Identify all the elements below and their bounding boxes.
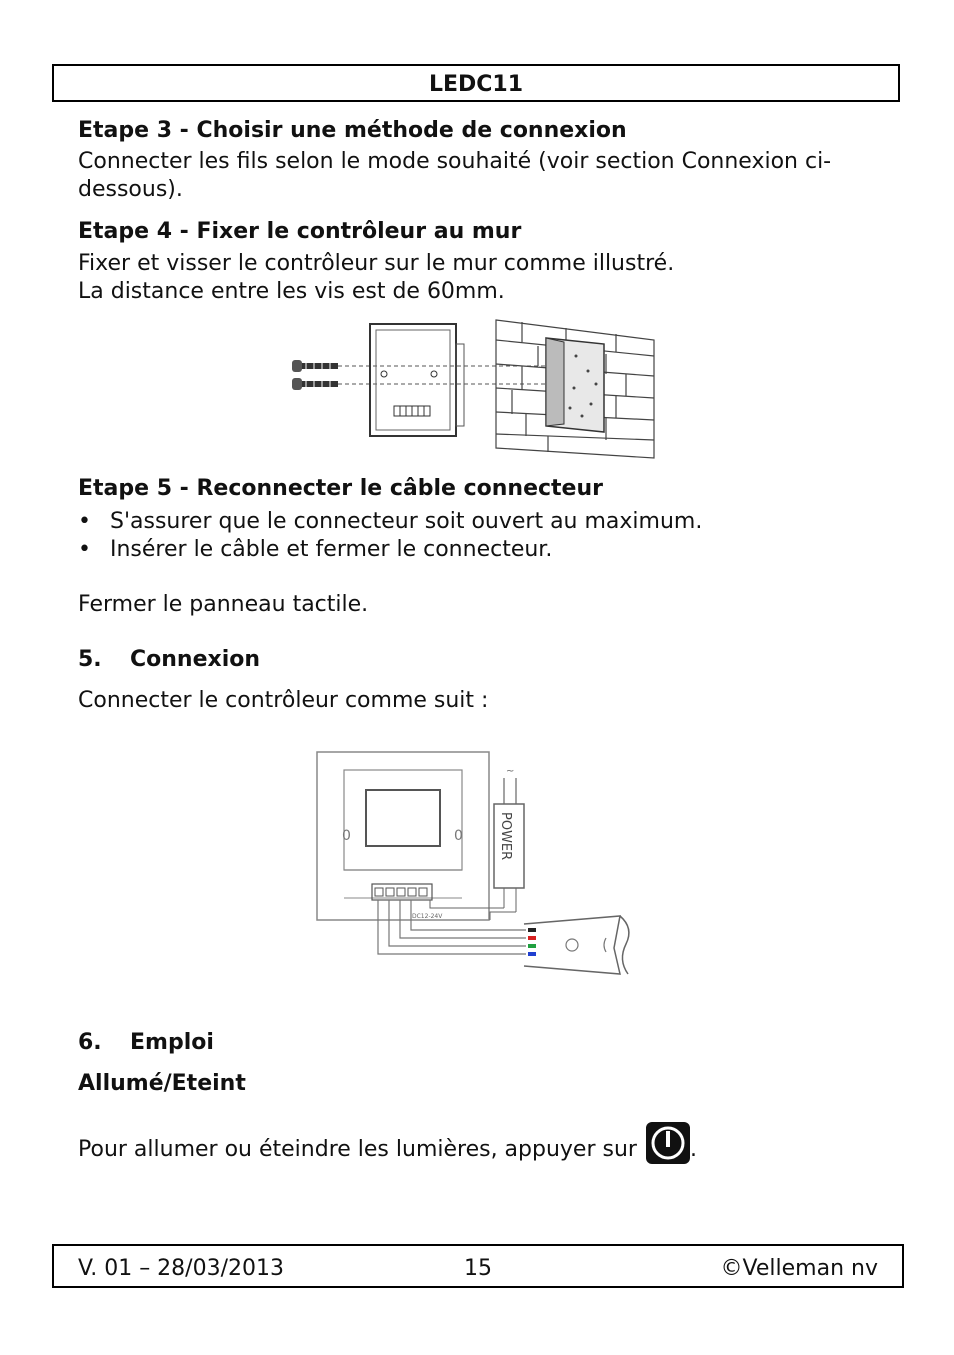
section6-title: Emploi (130, 1030, 214, 1055)
page-header (52, 64, 900, 102)
list-item: • S'assurer que le connecteur soit ouvert au maximum. (78, 509, 703, 534)
svg-text:~: ~ (506, 766, 515, 777)
bullet-text: S'assurer que le connecteur soit ouvert au maximum. (110, 509, 703, 534)
screw-icon (292, 378, 338, 390)
page-number: 15 (464, 1256, 492, 1281)
instruction-end: . (689, 1137, 697, 1162)
wall-box (546, 338, 604, 432)
power-button-icon (646, 1122, 690, 1164)
section5-intro: Connecter le contrôleur comme suit : (78, 688, 489, 713)
section6-number: 6. (78, 1030, 102, 1055)
page-footer (52, 1244, 904, 1288)
step3-text-line2: dessous). (78, 177, 183, 202)
section5-title: Connexion (130, 647, 261, 672)
power-instruction: Pour allumer ou éteindre les lumières, appuyer sur (78, 1137, 637, 1162)
step5-title: Etape 5 - Reconnecter le câble connecteur (78, 476, 603, 501)
connection-diagram (314, 748, 636, 980)
step4-text-line1: Fixer et visser le contrôleur sur le mur comme illustré. (78, 251, 675, 276)
section6-subtitle: Allumé/Eteint (78, 1071, 246, 1096)
bullet-text: Insérer le câble et fermer le connecteur. (110, 537, 553, 562)
wire-black (528, 928, 536, 932)
step4-text-line2: La distance entre les vis est de 60mm. (78, 279, 505, 304)
section5-number: 5. (78, 647, 102, 672)
wall-mount-illustration (286, 316, 658, 462)
wire-red (528, 936, 536, 940)
screw-icon (292, 360, 338, 372)
wire-green (528, 944, 536, 948)
section6-text (78, 1122, 697, 1164)
step3-text-line1: Connecter les fils selon le mode souhaité (voir section Connexion ci- (78, 149, 832, 174)
svg-text:0: 0 (454, 828, 463, 844)
power-label: POWER (498, 812, 513, 861)
wire-blue (528, 952, 536, 956)
step3-title: Etape 3 - Choisir une méthode de connexion (78, 118, 627, 143)
step4-title: Etape 4 - Fixer le contrôleur au mur (78, 219, 522, 244)
power-supply (430, 766, 524, 920)
terminal-label: DC12-24V (412, 913, 443, 920)
led-strip (524, 916, 629, 974)
list-item: • Insérer le câble et fermer le connecteur. (78, 537, 553, 562)
step5-closing: Fermer le panneau tactile. (78, 592, 369, 617)
version-date: V. 01 – 28/03/2013 (78, 1256, 284, 1281)
copyright: ©Velleman nv (720, 1256, 878, 1281)
controller-plate (370, 324, 464, 436)
svg-text:0: 0 (342, 828, 351, 844)
model-name: LEDC11 (428, 72, 524, 97)
